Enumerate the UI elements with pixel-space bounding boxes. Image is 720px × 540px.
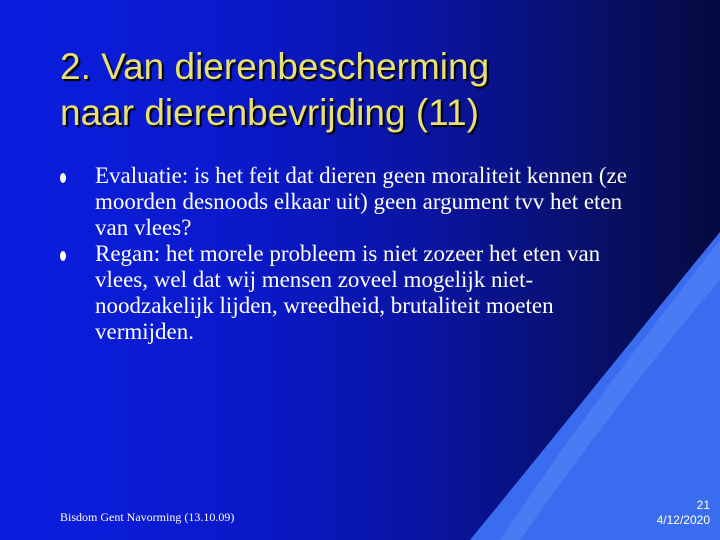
bullet-item [58, 163, 638, 241]
bullet-text: Evaluatie: is het feit dat dieren geen moraliteit kennen (ze moorden desnoods elkaar uit) geen argument tvv het eten van vlees? [95, 163, 627, 240]
title-line-2: naar dierenbevrijding (11) [60, 92, 479, 133]
bullet-dot-icon [60, 251, 66, 261]
slide-title [60, 44, 660, 136]
slide-meta [657, 498, 710, 528]
slide-date: 4/12/2020 [656, 513, 710, 527]
bullet-list [58, 163, 638, 345]
footer-text: Bisdom Gent Navorming (13.10.09) [60, 510, 235, 524]
page-number: 21 [696, 498, 710, 512]
bullet-dot-icon [60, 173, 66, 183]
bullet-text: Regan: het morele probleem is niet zozeer het eten van vlees, wel dat wij mensen zoveel mogelijk niet-noodzakelijk lijden, wreedheid, brutaliteit moeten vermijden. [95, 241, 601, 344]
bullet-item [58, 241, 638, 345]
title-line-1: 2. Van dierenbescherming [60, 46, 490, 87]
